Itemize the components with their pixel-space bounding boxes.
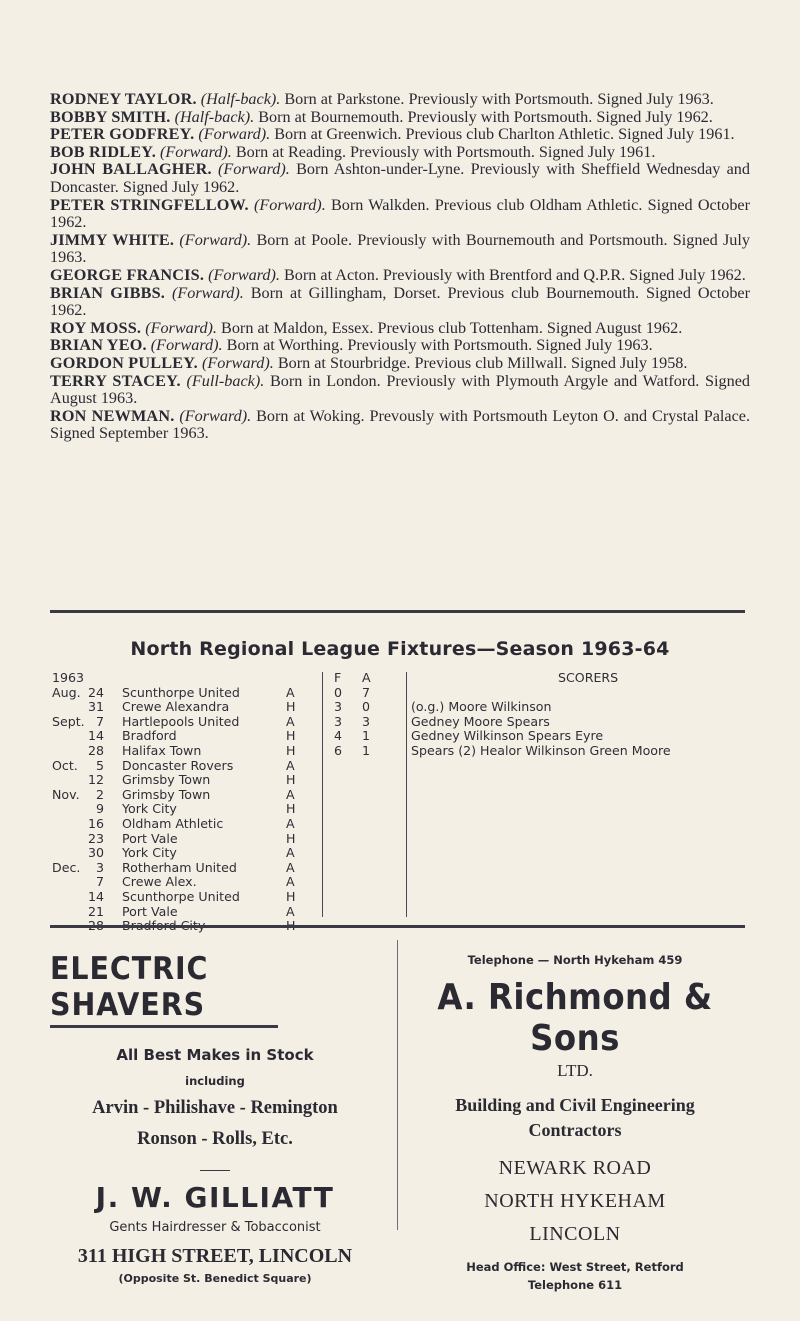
fixture-row — [52, 728, 752, 743]
ad-head-phone: Telephone 611 — [527, 1278, 623, 1292]
fixture-opponent: Port Vale — [122, 830, 178, 846]
player-name: TERRY STACEY. — [50, 371, 181, 390]
ad-address-line3: LINCOLN — [529, 1223, 621, 1245]
player-entry — [50, 267, 750, 285]
fixture-day: 12 — [87, 772, 104, 788]
fixture-row — [52, 860, 752, 875]
fixture-row — [52, 831, 752, 846]
fixture-venue: H — [286, 801, 296, 817]
fixture-day: 14 — [87, 728, 104, 744]
player-details: Born at Greenwich. Previous club Charlton Athletic. Signed July 1961. — [270, 125, 735, 144]
fixture-venue: A — [286, 757, 295, 773]
fixture-row — [52, 743, 752, 758]
headline-underline — [50, 1025, 278, 1028]
fixture-opponent: Port Vale — [122, 903, 178, 919]
player-name: BOB RIDLEY. — [50, 142, 156, 161]
fixture-venue: A — [286, 786, 295, 802]
fixture-month: Aug. — [52, 684, 81, 700]
ads-divider — [397, 940, 398, 1230]
fixture-goals-against: 1 — [362, 742, 371, 758]
fixtures-title: North Regional League Fixtures—Season 1963-64 — [130, 638, 670, 660]
ad-stock-line: All Best Makes in Stock — [116, 1046, 314, 1064]
fixture-row — [52, 801, 752, 816]
player-details: Born Walkden. Previous club Oldham Athletic. Signed October 1962. — [50, 195, 750, 232]
fixture-opponent: Crewe Alex. — [122, 874, 197, 890]
fixture-venue: A — [286, 859, 295, 875]
player-position: (Forward). — [208, 265, 280, 284]
header-scorers: SCORERS — [558, 670, 619, 685]
player-name: PETER GODFREY. — [50, 125, 195, 144]
fixture-row — [52, 787, 752, 802]
fixture-day: 24 — [87, 684, 104, 700]
player-position: (Forward). — [179, 230, 252, 249]
player-details: Born Ashton-under-Lyne. Previously with Sheffield Wednesday and Doncaster. Signed July 1962. — [50, 160, 750, 196]
fixture-venue: A — [286, 874, 295, 890]
player-position: (Forward). — [172, 283, 244, 302]
fixture-venue: A — [286, 815, 295, 831]
player-details: Born at Bournemouth. Previously with Portsmouth. Signed July 1962. — [254, 107, 713, 126]
fixture-opponent: Grimsby Town — [122, 786, 211, 802]
player-entry — [50, 320, 750, 338]
fixture-venue: H — [286, 742, 296, 758]
fixture-day: 23 — [87, 830, 104, 846]
fixture-row — [52, 685, 752, 700]
column-rule — [406, 672, 407, 917]
player-details: Born at Gillingham, Dorset. Previous club Bournemouth. Signed October 1962. — [50, 283, 751, 320]
player-details: Born in London. Previously with Plymouth Argyle and Watford. Signed August 1963. — [50, 371, 750, 408]
player-position: (Forward). — [160, 142, 232, 161]
player-entry — [50, 232, 750, 267]
player-entry — [50, 373, 750, 408]
fixture-day: 7 — [95, 713, 104, 729]
fixture-opponent: Crewe Alexandra — [122, 699, 230, 715]
fixture-day: 28 — [87, 742, 104, 758]
fixture-venue: H — [286, 728, 296, 744]
player-entry — [50, 285, 750, 320]
fixture-row — [52, 714, 752, 729]
fixture-goals-against: 0 — [362, 699, 371, 715]
ad-including: including — [185, 1074, 245, 1088]
player-details: Born at Poole. Previously with Bournemouth and Portsmouth. Signed July 1963. — [50, 230, 750, 267]
fixture-goals-for: 3 — [334, 699, 343, 715]
player-details: Born at Parkstone. Previously with Portsmouth. Signed July 1963. — [280, 90, 714, 108]
fixture-opponent: Doncaster Rovers — [122, 757, 234, 773]
fixture-row — [52, 816, 752, 831]
player-position: (Forward). — [201, 353, 274, 372]
fixture-opponent: Bradford — [122, 728, 177, 744]
header-against: A — [362, 670, 371, 685]
fixture-opponent: Rotherham United — [122, 859, 237, 875]
fixture-day: 30 — [87, 845, 104, 861]
player-name: BRIAN GIBBS. — [50, 283, 166, 302]
player-name: JOHN BALLAGHER. — [50, 160, 212, 179]
fixture-venue: A — [286, 684, 295, 700]
ad-trade: Gents Hairdresser & Tobacconist — [109, 1220, 321, 1235]
player-name: RON NEWMAN. — [50, 406, 175, 425]
player-entry — [50, 355, 750, 373]
fixture-month: Dec. — [52, 859, 81, 875]
player-name: BOBBY SMITH. — [50, 107, 171, 126]
ad-brands-line2: Ronson - Rolls, Etc. — [137, 1129, 293, 1149]
fixture-goals-against: 3 — [362, 713, 371, 729]
player-details: Born at Stourbridge. Previous club Millwall. Signed July 1958. — [273, 353, 688, 372]
fixture-goals-against: 7 — [362, 684, 371, 700]
fixtures-table — [52, 670, 752, 933]
fixture-venue: A — [286, 713, 295, 729]
ad-company-name: A. Richmond & Sons — [437, 977, 713, 1059]
fixture-opponent: Hartlepools United — [122, 713, 240, 729]
player-details: Born at Worthing. Previously with Portsmouth. Signed July 1963. — [222, 336, 653, 355]
player-entry — [50, 337, 750, 355]
player-entry — [50, 144, 750, 162]
ad-telephone: Telephone — North Hykeham 459 — [467, 953, 683, 967]
fixtures-header-row — [52, 670, 752, 685]
player-position: (Forward). — [253, 195, 326, 214]
player-position: (Forward). — [218, 160, 290, 179]
fixture-opponent: York City — [122, 845, 177, 861]
ad-service-line1: Building and Civil Engineering — [455, 1095, 695, 1115]
fixture-row — [52, 845, 752, 860]
fixture-venue: H — [286, 772, 296, 788]
advert-gilliatt — [50, 945, 380, 1285]
ad-short-rule — [200, 1170, 230, 1171]
fixture-row — [52, 758, 752, 773]
fixture-day: 2 — [95, 786, 104, 802]
ad-service-line2: Contractors — [528, 1120, 622, 1140]
fixture-day: 7 — [95, 874, 104, 890]
player-entry — [50, 126, 750, 144]
ad-head-office: Head Office: West Street, Retford — [466, 1260, 684, 1274]
player-name: ROY MOSS. — [50, 318, 142, 337]
fixtures-rows — [52, 685, 752, 933]
player-biographies — [50, 91, 750, 443]
ad-landmark: (Opposite St. Benedict Square) — [118, 1272, 312, 1285]
fixture-venue: H — [286, 699, 296, 715]
fixture-goals-for: 4 — [334, 728, 343, 744]
fixture-opponent: Oldham Athletic — [122, 815, 224, 831]
player-entry — [50, 197, 750, 232]
fixture-row — [52, 904, 752, 919]
player-position: (Forward). — [145, 318, 217, 337]
fixture-goals-for: 0 — [334, 684, 343, 700]
fixture-scorers: (o.g.) Moore Wilkinson — [411, 699, 552, 715]
player-name: BRIAN YEO. — [50, 336, 147, 355]
player-position: (Forward). — [198, 125, 271, 144]
player-name: RODNEY TAYLOR. — [50, 90, 197, 108]
ad-address-line2: NORTH HYKEHAM — [484, 1190, 666, 1212]
fixture-goals-against: 1 — [362, 728, 371, 744]
ad-business-name: J. W. GILLIATT — [95, 1181, 335, 1214]
fixture-day: 3 — [95, 859, 104, 875]
fixture-row — [52, 699, 752, 714]
fixture-opponent: Halifax Town — [122, 742, 202, 758]
fixture-scorers: Gedney Wilkinson Spears Eyre — [411, 728, 604, 744]
player-entry — [50, 109, 750, 127]
player-entry — [50, 408, 750, 443]
player-name: GORDON PULLEY. — [50, 353, 198, 372]
fixture-day: 9 — [95, 801, 104, 817]
fixtures-year: 1963 — [52, 670, 85, 685]
fixture-month: Nov. — [52, 786, 80, 802]
section-divider — [50, 925, 745, 928]
player-name: PETER STRINGFELLOW. — [50, 195, 249, 214]
player-name: GEORGE FRANCIS. — [50, 265, 205, 284]
fixture-venue: H — [286, 830, 296, 846]
fixture-day: 16 — [87, 815, 104, 831]
fixture-scorers: Spears (2) Healor Wilkinson Green Moore — [411, 742, 671, 758]
player-position: (Full-back). — [186, 371, 265, 390]
fixture-venue: H — [286, 888, 296, 904]
ad-headline: ELECTRIC SHAVERS — [50, 951, 209, 1023]
fixture-venue: A — [286, 845, 295, 861]
fixture-scorers: Gedney Moore Spears — [411, 713, 550, 729]
fixture-opponent: Scunthorpe United — [122, 888, 240, 904]
fixture-month: Sept. — [52, 713, 85, 729]
ad-address: 311 HIGH STREET, LINCOLN — [77, 1245, 353, 1267]
header-for: F — [334, 670, 342, 685]
section-divider — [50, 610, 745, 613]
ad-brands-line1: Arvin - Philishave - Remington — [92, 1098, 338, 1118]
fixture-day: 21 — [87, 903, 104, 919]
player-position: (Half-back). — [174, 107, 255, 126]
player-name: JIMMY WHITE. — [50, 230, 175, 249]
advert-richmond — [405, 945, 745, 1292]
fixture-opponent: York City — [122, 801, 177, 817]
fixture-goals-for: 6 — [334, 742, 343, 758]
column-rule — [322, 672, 323, 917]
fixture-opponent: Grimsby Town — [122, 772, 211, 788]
fixture-day: 14 — [87, 888, 104, 904]
player-position: (Half-back). — [200, 90, 281, 108]
player-details: Born at Acton. Previously with Brentford and Q.P.R. Signed July 1962. — [279, 265, 746, 284]
fixture-day: 5 — [95, 757, 104, 773]
fixture-row — [52, 772, 752, 787]
ad-ltd: LTD. — [557, 1061, 593, 1080]
player-details: Born at Reading. Previously with Portsmouth. Signed July 1961. — [231, 142, 656, 161]
player-entry — [50, 161, 750, 196]
fixture-venue: A — [286, 903, 295, 919]
player-entry — [50, 91, 750, 109]
fixture-opponent: Scunthorpe United — [122, 684, 240, 700]
fixture-row — [52, 874, 752, 889]
player-position: (Forward). — [150, 336, 223, 355]
fixture-row — [52, 889, 752, 904]
fixture-month: Oct. — [52, 757, 78, 773]
ad-address-line1: NEWARK ROAD — [498, 1157, 652, 1179]
player-details: Born at Woking. Prevously with Portsmouth Leyton O. and Crystal Palace. Signed September 1963. — [50, 406, 750, 443]
fixture-day: 31 — [87, 699, 104, 715]
player-position: (Forward). — [179, 406, 252, 425]
player-details: Born at Maldon, Essex. Previous club Tottenham. Signed August 1962. — [216, 318, 683, 337]
fixture-goals-for: 3 — [334, 713, 343, 729]
